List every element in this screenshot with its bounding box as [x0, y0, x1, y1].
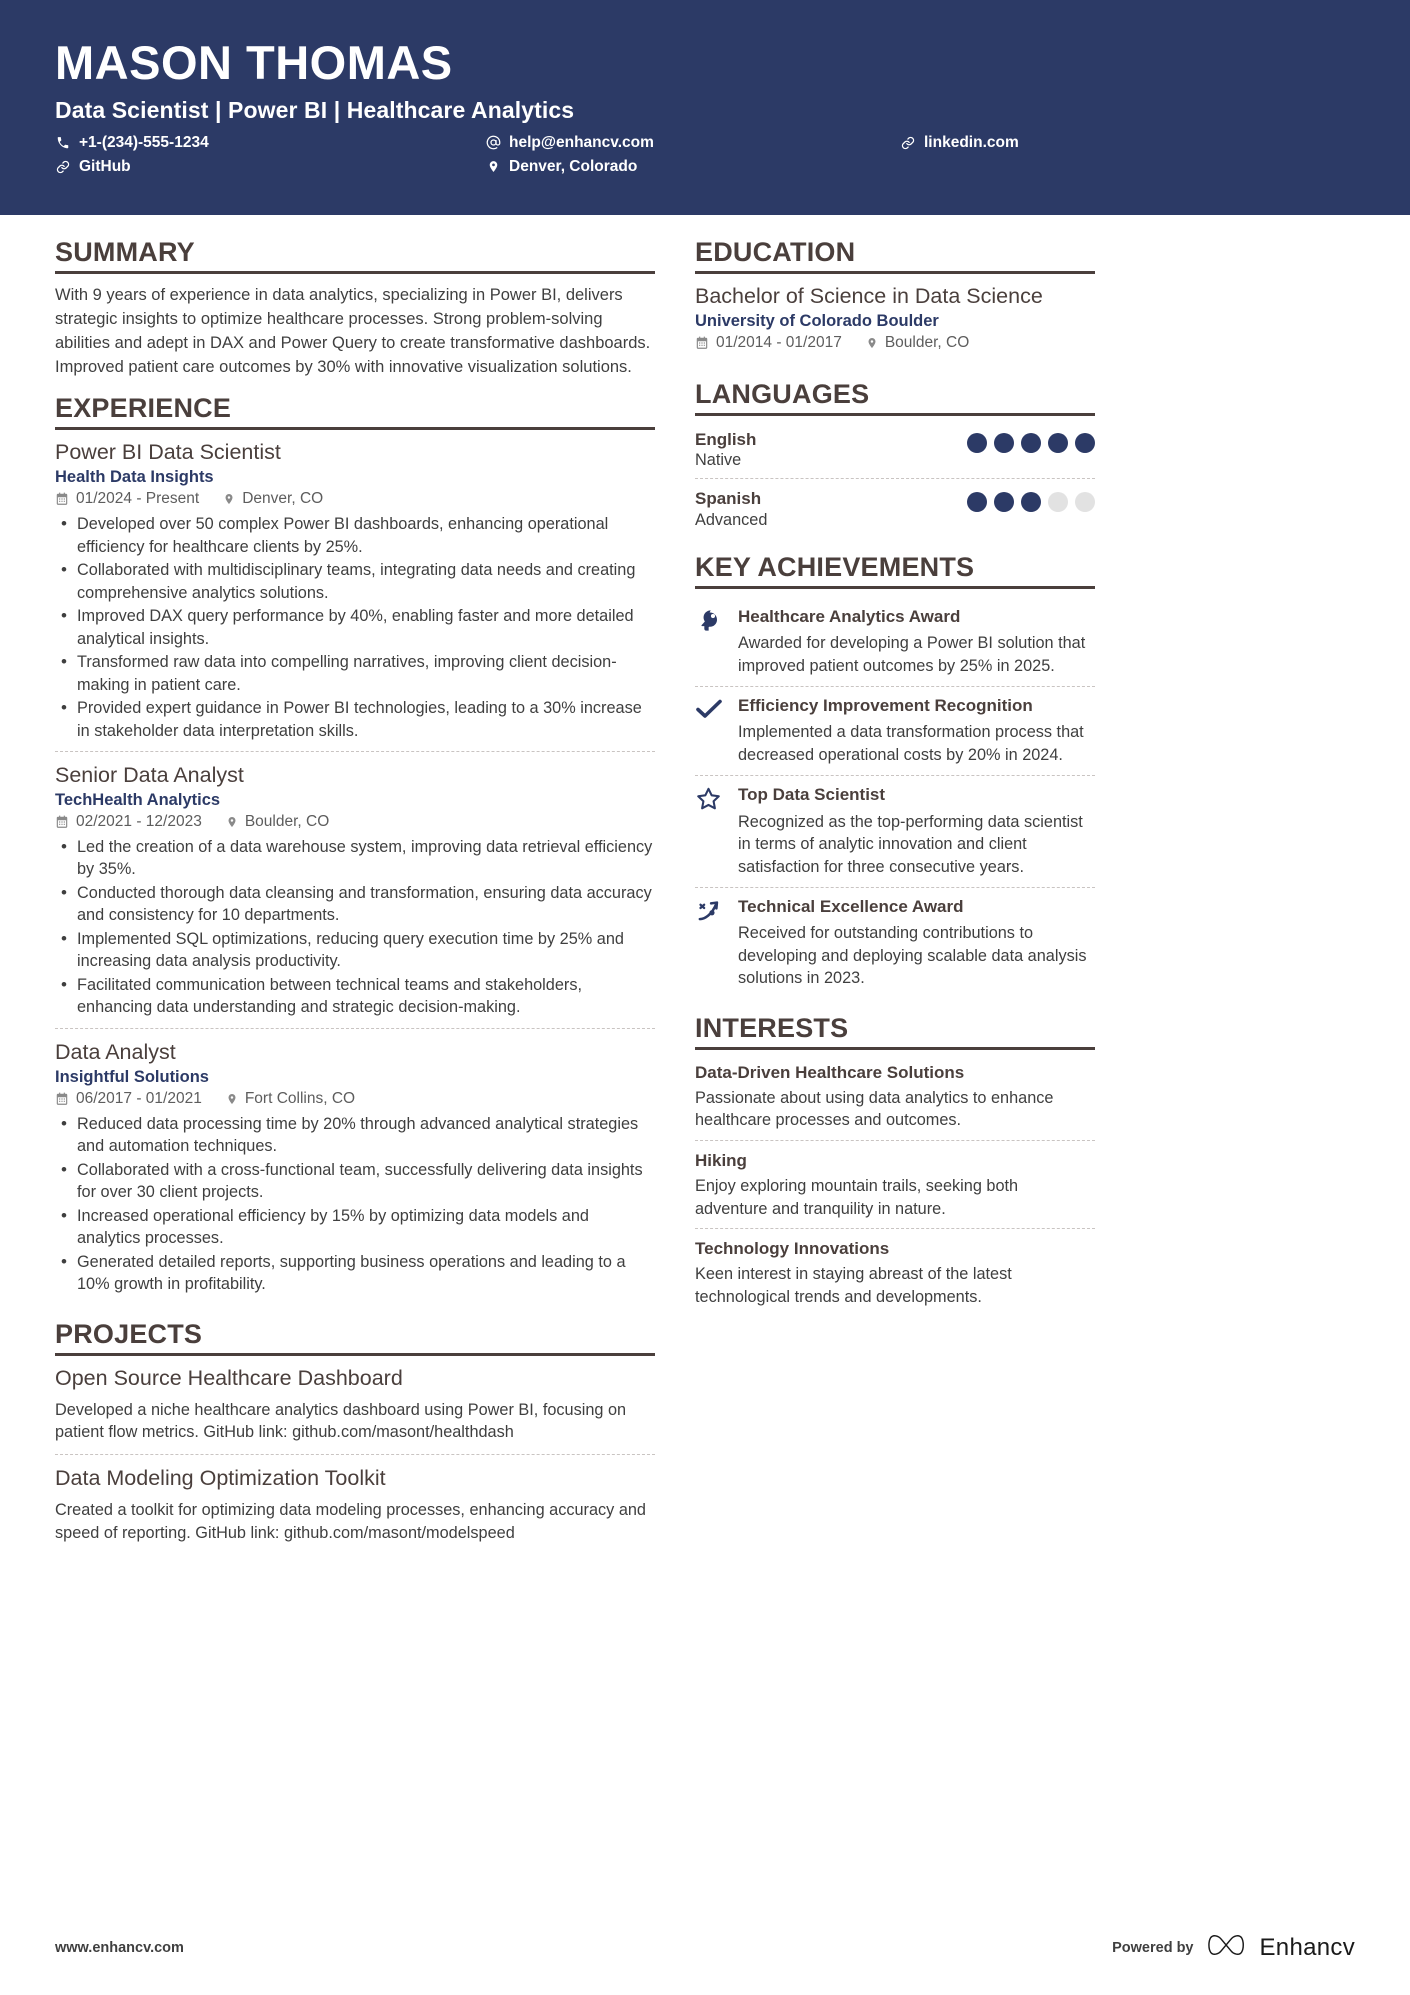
interest-title: Technology Innovations — [695, 1239, 890, 1259]
resume-footer — [0, 1900, 1410, 1995]
rating-dot — [1075, 433, 1095, 453]
achievement-item — [695, 598, 1095, 686]
projects-heading: PROJECTS — [55, 1318, 203, 1349]
list-item: • Provided expert guidance in Power BI technologies, leading to a 30% increase in stakeholder data interpretation skills. — [55, 697, 655, 742]
location-icon — [223, 492, 235, 506]
experience-dates-text: 01/2024 - Present — [76, 490, 200, 508]
list-item: • Conducted thorough data cleansing and transformation, ensuring data accuracy and consistency for 10 departments. — [55, 882, 655, 927]
language-level: Advanced — [695, 510, 768, 529]
interest-description: Passionate about using data analytics to enhance healthcare processes and outcomes. — [695, 1089, 1054, 1130]
resume-body — [0, 215, 1410, 1569]
achievement-description: Recognized as the top-performing data scientist in terms of analytic innovation and client satisfaction for three consecutive years. — [738, 812, 1083, 876]
interest-item — [695, 1228, 1095, 1316]
section-divider — [55, 1353, 655, 1356]
experience-meta — [55, 813, 655, 831]
experience-dates — [55, 813, 202, 831]
experience-entry — [55, 751, 655, 1028]
projects-section — [55, 1319, 655, 1555]
list-item: • Collaborated with multidisciplinary teams, integrating data needs and creating comprehensive analytics solutions. — [55, 559, 655, 604]
language-info — [695, 429, 756, 471]
contact-github[interactable] — [55, 158, 485, 176]
enhancv-logo-icon — [1207, 1932, 1247, 1963]
education-dates-text: 01/2014 - 01/2017 — [716, 333, 842, 351]
achievement-title: Top Data Scientist — [738, 785, 886, 805]
education-dates — [695, 334, 842, 352]
contact-linkedin-text: linkedin.com — [924, 133, 1019, 151]
education-entry — [695, 283, 1095, 365]
star-outline-icon — [695, 784, 725, 878]
interest-description: Enjoy exploring mountain trails, seeking both adventure and tranquility in nature. — [695, 1177, 1019, 1218]
project-description: Created a toolkit for optimizing data modeling processes, enhancing accuracy and speed of reporting. GitHub link: github.com/masont/modelspeed — [55, 1501, 646, 1542]
achievement-content — [738, 606, 1095, 677]
contact-phone[interactable] — [55, 134, 485, 152]
experience-location — [223, 490, 323, 508]
experience-location-text: Denver, CO — [242, 490, 324, 508]
education-section — [695, 237, 1095, 365]
checkmark-icon — [695, 695, 725, 766]
experience-bullets — [55, 836, 655, 1019]
education-heading: EDUCATION — [695, 237, 856, 267]
achievement-title: Technical Excellence Award — [738, 897, 964, 916]
summary-section — [55, 237, 655, 379]
calendar-icon — [55, 1092, 69, 1106]
candidate-headline: Data Scientist | Power BI | Healthcare Analytics — [55, 96, 575, 123]
list-item: • Facilitated communication between technical teams and stakeholders, enhancing data understanding and strategic decision-making. — [55, 974, 655, 1019]
calendar-icon — [55, 492, 69, 506]
language-row — [695, 478, 1095, 537]
contact-details — [55, 134, 1355, 176]
email-icon — [485, 135, 501, 150]
location-icon — [226, 1092, 238, 1106]
rating-dot — [1048, 492, 1068, 512]
list-item: • Led the creation of a data warehouse system, improving data retrieval efficiency by 35%. — [55, 836, 655, 881]
experience-entry — [55, 439, 655, 751]
rating-dot — [994, 433, 1014, 453]
contact-linkedin[interactable] — [900, 134, 1355, 152]
achievement-description: Awarded for developing a Power BI solution that improved patient outcomes by 25% in 2025. — [738, 634, 1086, 675]
resume-header — [0, 0, 1410, 215]
achievement-content — [738, 695, 1095, 766]
interest-title: Hiking — [695, 1150, 747, 1170]
languages-heading: LANGUAGES — [695, 378, 870, 409]
achievement-title: Efficiency Improvement Recognition — [738, 696, 1033, 716]
section-divider — [695, 1047, 1095, 1050]
rating-dot — [994, 492, 1014, 512]
list-item: • Implemented SQL optimizations, reducing query execution time by 25% and increasing data analysis productivity. — [55, 928, 655, 973]
powered-by-label: Powered by — [1112, 1939, 1194, 1956]
experience-role: Power BI Data Scientist — [55, 440, 281, 465]
interest-description: Keen interest in staying abreast of the latest technological trends and developments. — [695, 1265, 1012, 1306]
experience-dates-text: 02/2021 - 12/2023 — [76, 813, 202, 830]
candidate-name: MASON THOMAS — [55, 36, 453, 89]
rating-dot — [1075, 492, 1095, 512]
location-icon — [226, 815, 238, 829]
project-name: Open Source Healthcare Dashboard — [55, 1365, 403, 1390]
education-location-text: Boulder, CO — [884, 333, 970, 351]
achievement-content — [738, 896, 1095, 990]
interest-item — [695, 1140, 1095, 1228]
experience-company: Health Data Insights — [55, 468, 214, 487]
interests-heading: INTERESTS — [695, 1012, 849, 1043]
education-meta — [695, 334, 1095, 352]
project-item — [55, 1365, 655, 1455]
summary-text: With 9 years of experience in data analytics, specializing in Power BI, delivers strategic insights to optimize healthcare processes. Strong problem-solving abilities and adept in DAX and Power Query to create transformative dashboards. Improved patient care outcomes by 30% with innovative visualization solutions. — [55, 286, 651, 377]
experience-company: Insightful Solutions — [55, 1067, 209, 1086]
contact-location-text: Denver, Colorado — [509, 157, 638, 175]
project-item — [55, 1454, 655, 1555]
interest-item — [695, 1059, 1095, 1140]
section-divider — [55, 271, 655, 274]
list-item: • Transformed raw data into compelling narratives, improving client decision-making in patient care. — [55, 651, 655, 696]
language-info — [695, 488, 767, 530]
calendar-icon — [55, 815, 69, 829]
experience-dates — [55, 490, 199, 508]
section-divider — [55, 427, 655, 430]
experience-company: TechHealth Analytics — [55, 791, 221, 809]
left-column — [55, 215, 655, 1569]
right-column — [695, 215, 1095, 1569]
contact-phone-text: +1-(234)-555-1234 — [79, 133, 209, 151]
rising-arrow-icon — [695, 896, 725, 990]
experience-location-text: Fort Collins, CO — [244, 1089, 356, 1107]
experience-meta — [55, 490, 655, 508]
list-item: • Collaborated with a cross-functional team, successfully delivering data insights for over 30 client projects. — [55, 1159, 655, 1204]
achievement-item — [695, 775, 1095, 887]
experience-meta — [55, 1090, 655, 1108]
footer-brand — [1112, 1932, 1355, 1963]
experience-location — [226, 1090, 355, 1108]
language-name: Spanish — [695, 489, 762, 509]
location-icon — [485, 159, 501, 174]
key-achievements-heading: KEY ACHIEVEMENTS — [695, 551, 975, 582]
project-description: Developed a niche healthcare analytics dashboard using Power BI, focusing on patient flow metrics. GitHub link: github.com/masont/healthdash — [55, 1400, 627, 1442]
section-divider — [695, 271, 1095, 274]
achievement-description: Received for outstanding contributions to developing and deploying scalable data analysis solutions in 2023. — [738, 924, 1087, 988]
section-divider — [695, 413, 1095, 416]
language-rating-dots — [967, 488, 1095, 512]
contact-github-text: GitHub — [79, 157, 131, 175]
experience-location-text: Boulder, CO — [244, 813, 330, 830]
achievement-description: Implemented a data transformation process that decreased operational costs by 20% in 2024. — [738, 723, 1084, 764]
language-level: Native — [695, 451, 742, 470]
phone-icon — [55, 136, 71, 150]
interests-section — [695, 1013, 1095, 1317]
achievement-item — [695, 887, 1095, 999]
language-rating-dots — [967, 429, 1095, 453]
experience-bullets — [55, 1113, 655, 1296]
list-item: • Improved DAX query performance by 40%, enabling faster and more detailed analytical insights. — [55, 605, 655, 650]
languages-section — [695, 379, 1095, 538]
experience-dates-text: 06/2017 - 01/2021 — [76, 1089, 202, 1107]
language-name: English — [695, 429, 757, 449]
project-name: Data Modeling Optimization Toolkit — [55, 1466, 386, 1491]
brand-name: Enhancv — [1259, 1933, 1355, 1961]
contact-email-text: help@enhancv.com — [509, 133, 654, 151]
experience-bullets — [55, 513, 655, 742]
language-row — [695, 425, 1095, 478]
experience-dates — [55, 1090, 202, 1108]
list-item: • Reduced data processing time by 20% through advanced analytical strategies and automation techniques. — [55, 1113, 655, 1158]
footer-url[interactable]: www.enhancv.com — [55, 1939, 184, 1956]
contact-email[interactable] — [485, 134, 900, 152]
link-icon — [900, 136, 916, 150]
location-icon — [866, 336, 878, 350]
education-degree: Bachelor of Science in Data Science — [695, 284, 1043, 309]
contact-location — [485, 158, 900, 176]
summary-heading: SUMMARY — [55, 237, 195, 267]
experience-location — [226, 813, 329, 831]
achievement-content — [738, 784, 1095, 878]
experience-section — [55, 393, 655, 1304]
head-profile-icon — [695, 606, 725, 677]
key-achievements-section — [695, 552, 1095, 999]
interest-title: Data-Driven Healthcare Solutions — [695, 1062, 965, 1082]
list-item: • Developed over 50 complex Power BI dashboards, enhancing operational efficiency for healthcare clients by 25%. — [55, 513, 655, 558]
experience-role: Data Analyst — [55, 1039, 176, 1064]
achievement-item — [695, 686, 1095, 775]
rating-dot — [1021, 433, 1041, 453]
link-icon — [55, 160, 71, 174]
education-school: University of Colorado Boulder — [695, 311, 939, 330]
achievement-title: Healthcare Analytics Award — [738, 606, 961, 626]
rating-dot — [967, 433, 987, 453]
experience-role: Senior Data Analyst — [55, 763, 244, 788]
rating-dot — [1048, 433, 1068, 453]
list-item: • Increased operational efficiency by 15% by optimizing data models and analytics processes. — [55, 1205, 655, 1250]
list-item: • Generated detailed reports, supporting business operations and leading to a 10% growth in profitability. — [55, 1251, 655, 1296]
rating-dot — [967, 492, 987, 512]
rating-dot — [1021, 492, 1041, 512]
section-divider — [695, 586, 1095, 589]
calendar-icon — [695, 336, 709, 350]
education-location — [866, 334, 969, 352]
experience-heading: EXPERIENCE — [55, 393, 232, 424]
experience-entry — [55, 1028, 655, 1305]
